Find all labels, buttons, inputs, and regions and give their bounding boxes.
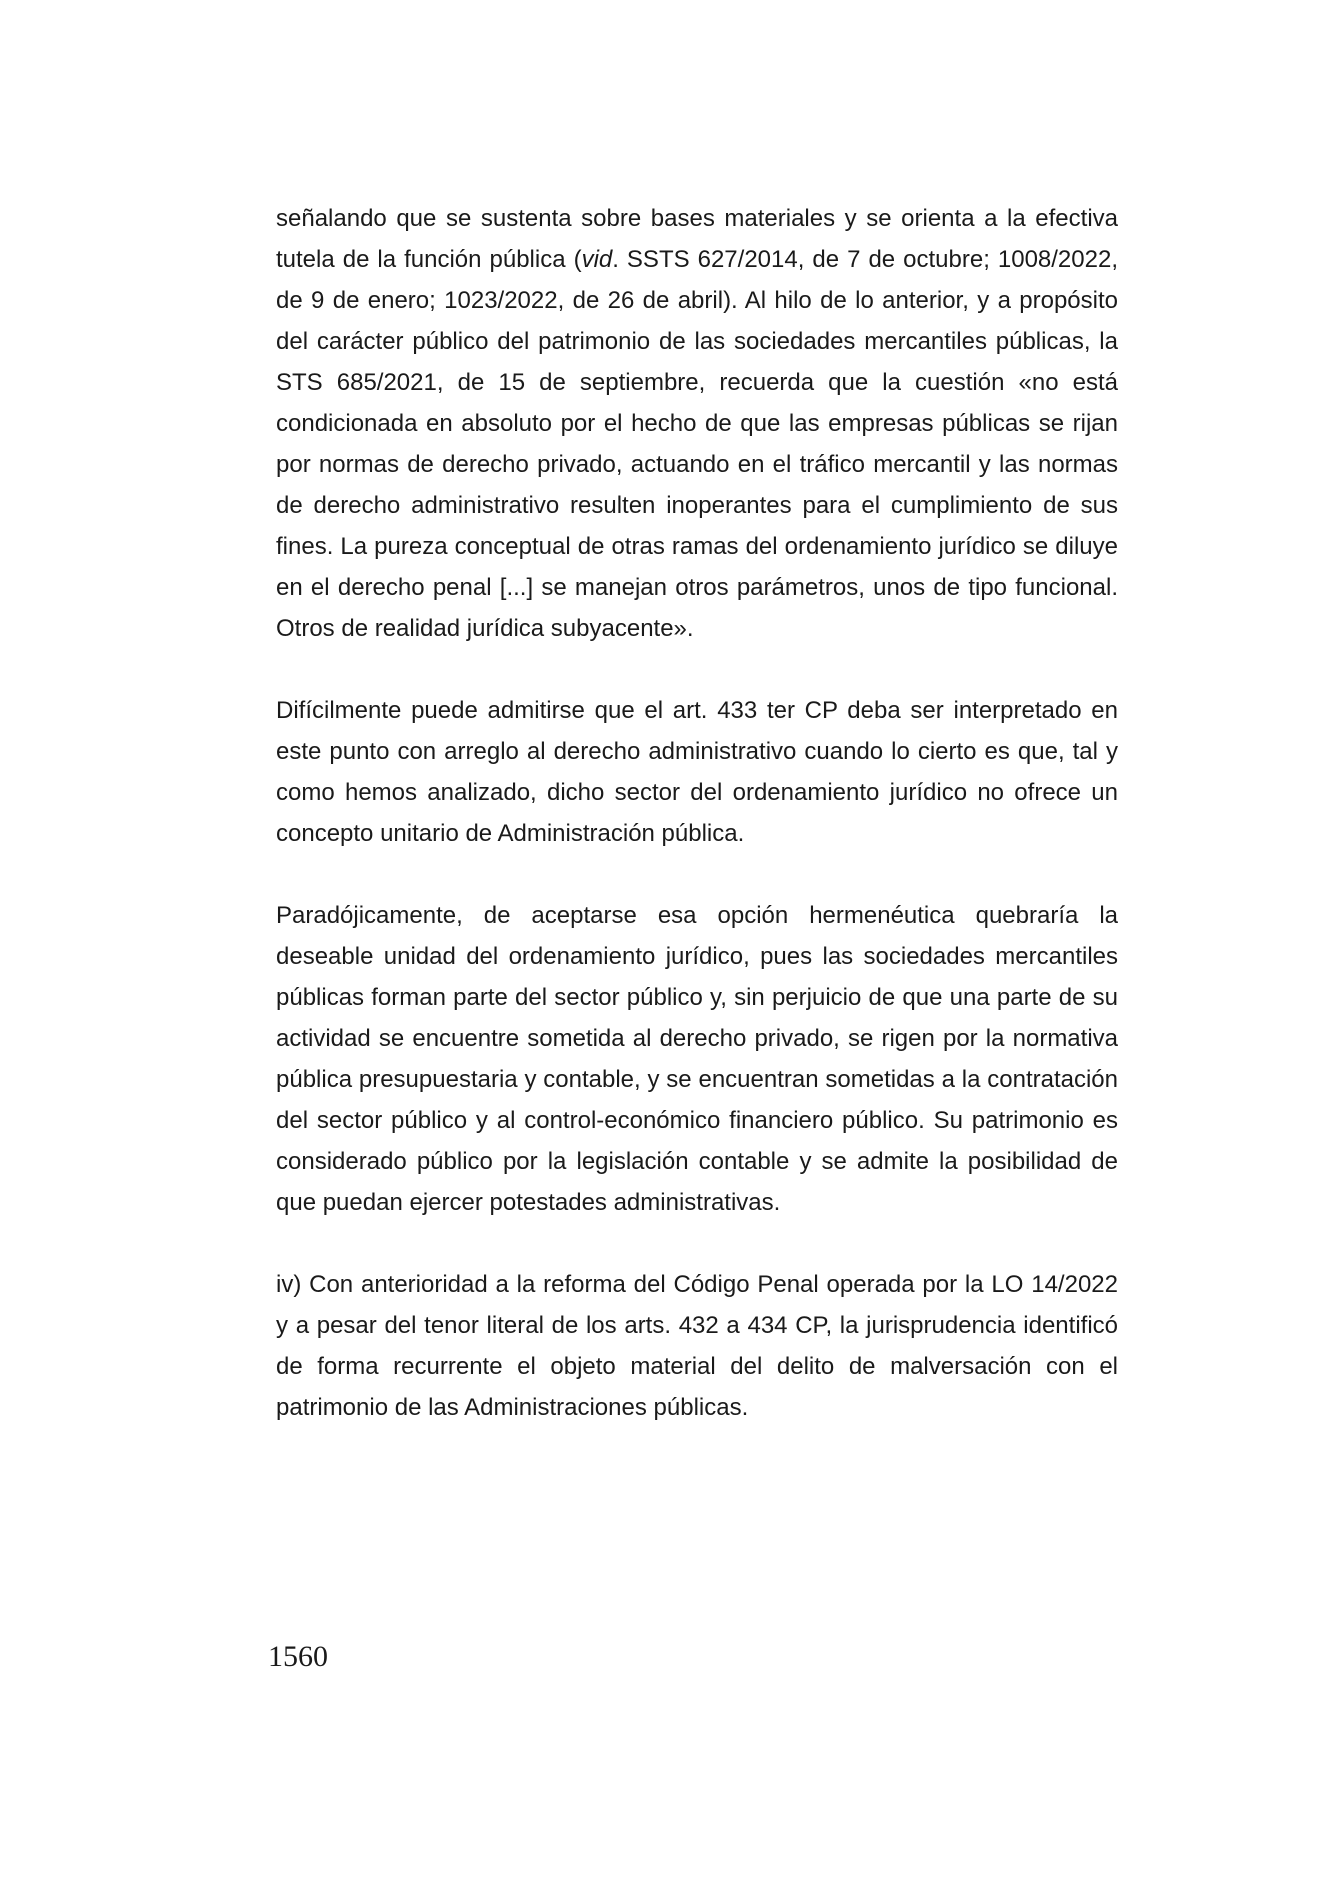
paragraph-1 xyxy=(276,198,1118,649)
paragraph-1-segment-3: . SSTS 627/2014, de 7 de octubre; 1008/2022, de 9 de enero; 1023/2022, de 26 de abril). Al hilo de lo anterior, y a propósito del carácter público del patrimonio de las sociedades mercantiles públicas, la STS 685/2021, de 15 de septiembre, recuerda que la cuestión «no está condicionada en absoluto por el hecho de que las empresas públicas se rijan por normas de derecho privado, actuando en el tráfico mercantil y las normas de derecho administrativo resulten inoperantes para el cumplimiento de sus fines. La pureza conceptual de otras ramas del ordenamiento jurídico se diluye en el derecho penal [...] se manejan otros parámetros, unos de tipo funcional. Otros de realidad jurídica subyacente». xyxy=(276,246,1118,642)
paragraph-4: iv) Con anterioridad a la reforma del Código Penal operada por la LO 14/2022 y a pesar del tenor literal de los arts. 432 a 434 CP, la jurisprudencia identificó de forma recurrente el objeto material del delito de malversación con el patrimonio de las Administraciones públicas. xyxy=(276,1271,1118,1421)
paragraph-1-segment-1: señalando que se sustenta sobre bases materiales y se orienta a la efectiva tutela de la función pública ( xyxy=(276,205,1118,273)
page-number: 1560 xyxy=(268,1640,328,1673)
paragraph-2: Difícilmente puede admitirse que el art. 433 ter CP deba ser interpretado en este punto con arreglo al derecho administrativo cuando lo cierto es que, tal y como hemos analizado, dicho sector del ordenamiento jurídico no ofrece un concepto unitario de Administración pública. xyxy=(276,697,1118,847)
page-body xyxy=(276,198,1118,1469)
paragraph-1-italic-vid: vid xyxy=(581,246,613,273)
paragraph-3: Paradójicamente, de aceptarse esa opción hermenéutica quebraría la deseable unidad del ordenamiento jurídico, pues las sociedades mercantiles públicas forman parte del sector público y, sin perjuicio de que una parte de su actividad se encuentre sometida al derecho privado, se rigen por la normativa pública presupuestaria y contable, y se encuentran sometidas a la contratación del sector público y al control-económico financiero público. Su patrimonio es considerado público por la legislación contable y se admite la posibilidad de que puedan ejercer potestades administrativas. xyxy=(276,902,1118,1216)
